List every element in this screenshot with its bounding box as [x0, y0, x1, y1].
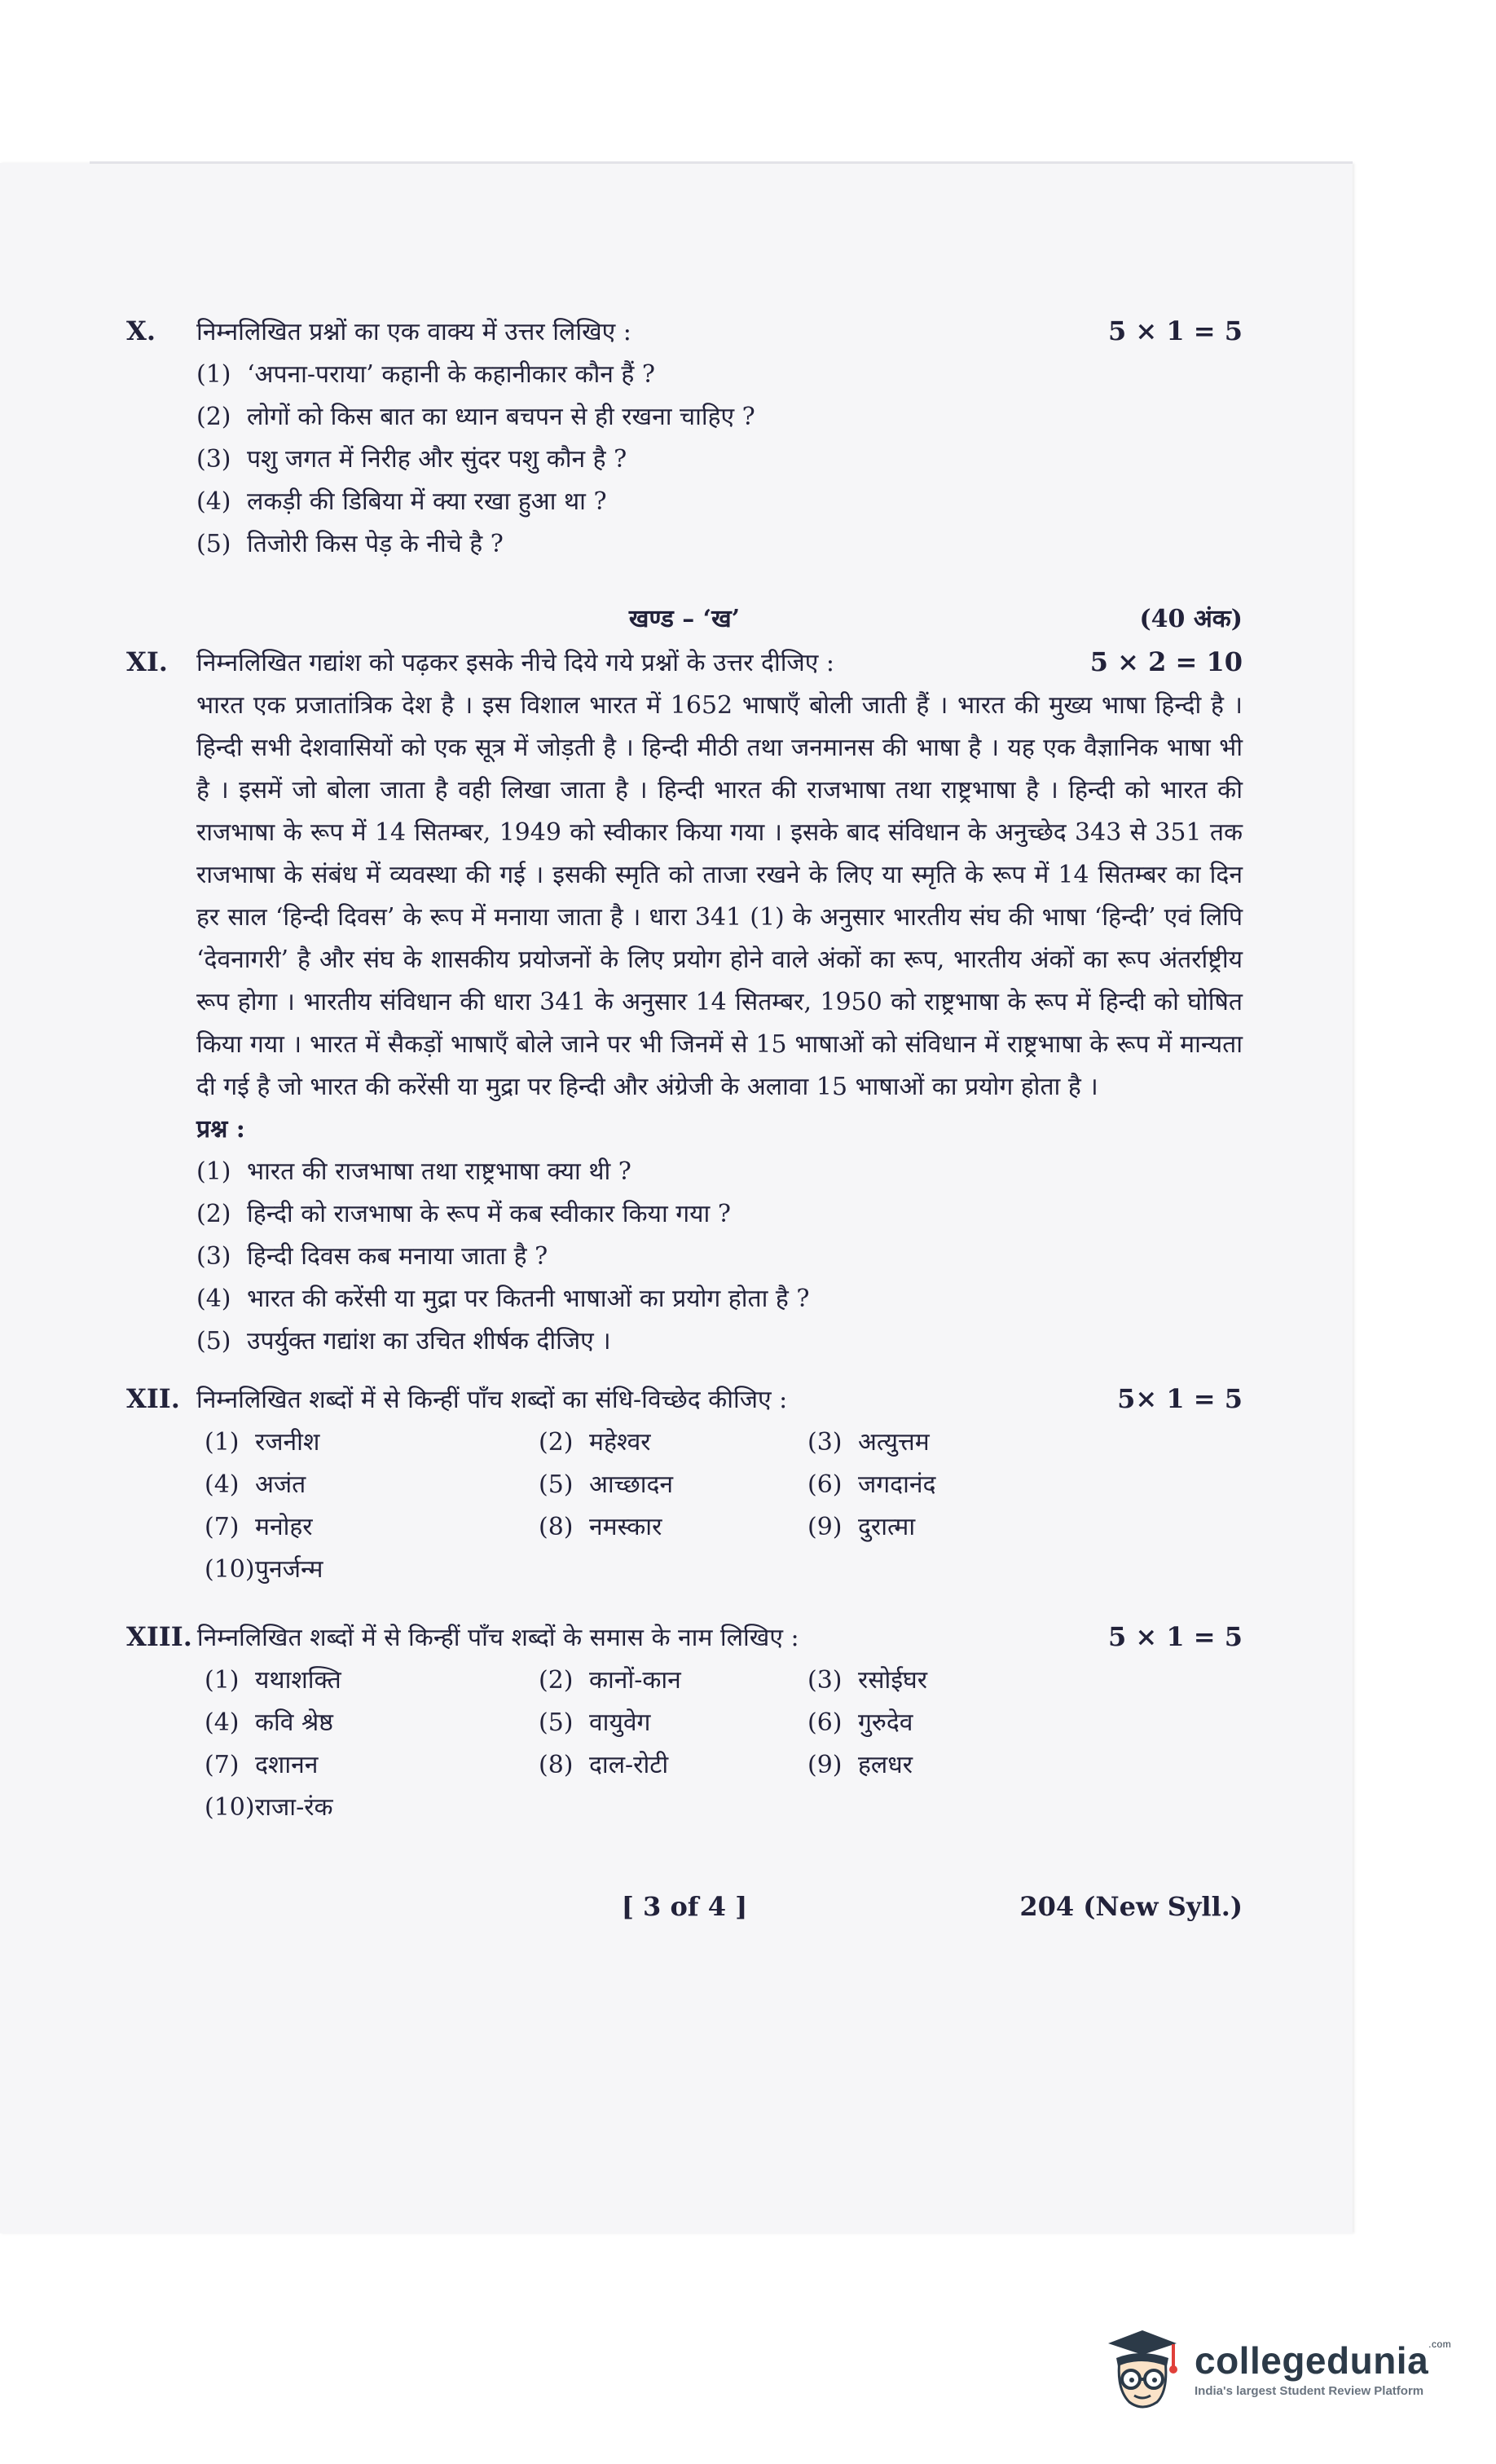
list-item: (5) तिजोरी किस पेड़ के नीचे है ? [196, 530, 504, 558]
question-instruction: निम्नलिखित शब्दों में से किन्हीं पाँच शब्दों के समास के नाम लिखिए : [196, 1624, 799, 1652]
question-marks: 5 × 1 = 5 [1108, 315, 1243, 346]
brand-tagline: India's largest Student Review Platform [1195, 2383, 1424, 2398]
list-item: (2) कानों-कान [539, 1666, 681, 1695]
list-item: (6) गुरुदेव [807, 1708, 913, 1737]
list-item: (10) पुनर्जन्म [205, 1555, 323, 1584]
list-item: (7) दशानन [205, 1751, 319, 1779]
list-item: (1) रजनीश [205, 1428, 320, 1457]
student-mascot-icon [1092, 2319, 1190, 2417]
question-number: X. [126, 315, 156, 346]
question-number: XIII. [126, 1621, 192, 1652]
list-item: (1) भारत की राजभाषा तथा राष्ट्रभाषा क्या थी ? [196, 1157, 631, 1186]
list-item: (9) हलधर [807, 1751, 913, 1779]
question-marks: 5 × 1 = 5 [1108, 1621, 1243, 1652]
brand-name: collegedunia$^{.com}$ [1195, 2338, 1452, 2382]
section-heading [126, 598, 1243, 641]
list-item: (4) लकड़ी की डिबिया में क्या रखा हुआ था ? [196, 487, 607, 516]
list-item: (5) वायुवेग [539, 1708, 651, 1737]
question-number: XII. [126, 1383, 180, 1414]
page-top-line [90, 161, 1353, 164]
list-item: (1) यथाशक्ति [205, 1666, 341, 1695]
list-item: (2) हिन्दी को राजभाषा के रूप में कब स्वीकार किया गया ? [196, 1200, 731, 1228]
page-number: [ 3 of 4 ] [621, 1891, 748, 1922]
section-marks: (40 अंक) [1139, 605, 1243, 633]
word-grid [126, 1660, 1243, 1829]
list-item: (3) पशु जगत में निरीह और सुंदर पशु कौन है ? [196, 445, 627, 474]
list-item: (10) राजा-रंक [205, 1793, 333, 1822]
question-10 [126, 310, 1243, 566]
question-paper-content [126, 310, 1243, 1829]
list-item: (8) दाल-रोटी [539, 1751, 669, 1779]
question-number: XI. [126, 646, 168, 677]
passage: भारत एक प्रजातांत्रिक देश है । इस विशाल भारत में 1652 भाषाएँ बोली जाती हैं । भारत की मुख्य भाषा हिन्दी है । हिन्दी सभी देशवासियों को एक सूत्र में जोड़ती है । हिन्दी मीठी तथा जनमानस की भाषा है । यह एक वैज्ञानिक भाषा भी है । इसमें जो बोला जाता है वही लिखा जाता है । हिन्दी भारत की राजभाषा तथा राष्ट्रभाषा है । हिन्दी को भारत की राजभाषा के रूप में 14 सितम्बर, 1949 को स्वीकार किया गया । इसके बाद संविधान के अनुच्छेद 343 से 351 तक राजभाषा के संबंध में व्यवस्था की गई । इसकी स्मृति को ताजा रखने के लिए या स्मृति के रूप में 14 सितम्बर का दिन हर साल ‘हिन्दी दिवस’ के रूप में मनाया जाता है । धारा 341 (1) के अनुसार भारतीय संघ की भाषा ‘हिन्दी’ एवं लिपि ‘देवनागरी’ है और संघ के शासकीय प्रयोजनों के लिए प्रयोग होने वाले अंकों का रूप, भारतीय अंकों का रूप अंतर्राष्ट्रीय रूप होगा । भारतीय संविधान की धारा 341 के अनुसार 14 सितम्बर, 1950 को राष्ट्रभाषा के रूप में हिन्दी को घोषित किया गया । भारत में सैकड़ों भाषाएँ बोले जाने पर भी जिनमें से 15 भाषाओं को संविधान में राष्ट्रभाषा के रूप में मान्यता दी गई है जो भारत की करेंसी या मुद्रा पर हिन्दी और अंग्रेजी के अलावा 15 भाषाओं का प्रयोग होता है । [196, 691, 1243, 1101]
list-item: (3) अत्युत्तम [807, 1428, 930, 1457]
question-marks: 5× 1 = 5 [1117, 1383, 1243, 1414]
list-item: (7) मनोहर [205, 1513, 313, 1541]
list-item: (6) जगदानंद [807, 1470, 936, 1499]
section-title: खण्ड – ‘ख’ [628, 605, 741, 633]
questions-label: प्रश्न : [196, 1115, 245, 1144]
list-item: (8) नमस्कार [539, 1513, 662, 1541]
list-item: (1) ‘अपना-पराया’ कहानी के कहानीकार कौन हैं ? [196, 360, 655, 389]
word-grid [126, 1422, 1243, 1591]
list-item: (4) भारत की करेंसी या मुद्रा पर कितनी भाषाओं का प्रयोग होता है ? [196, 1285, 810, 1313]
collegedunia-logo[interactable] [1092, 2315, 1467, 2421]
question-marks: 5 × 2 = 10 [1089, 646, 1243, 677]
list-item: (3) रसोईघर [807, 1666, 928, 1695]
question-13 [126, 1615, 1243, 1829]
list-item: (5) आच्छादन [539, 1470, 674, 1499]
list-item: (3) हिन्दी दिवस कब मनाया जाता है ? [196, 1242, 548, 1271]
question-instruction: निम्नलिखित गद्यांश को पढ़कर इसके नीचे दिये गये प्रश्नों के उत्तर दीजिए : [196, 649, 835, 677]
page-footer [126, 1891, 1243, 1922]
question-12 [126, 1377, 1243, 1591]
list-item: (5) उपर्युक्त गद्यांश का उचित शीर्षक दीजिए । [196, 1327, 611, 1355]
list-item: (9) दुरात्मा [807, 1513, 916, 1541]
list-item: (4) अजंत [205, 1470, 306, 1499]
list-item: (4) कवि श्रेष्ठ [205, 1708, 333, 1737]
list-item: (2) महेश्वर [539, 1428, 651, 1457]
question-11 [126, 641, 1243, 1363]
question-instruction: निम्नलिखित शब्दों में से किन्हीं पाँच शब्दों का संधि-विच्छेद कीजिए : [196, 1386, 788, 1414]
question-instruction: निम्नलिखित प्रश्नों का एक वाक्य में उत्तर लिखिए : [196, 318, 631, 346]
paper-code: 204 (New Syll.) [1019, 1891, 1243, 1922]
list-item: (2) लोगों को किस बात का ध्यान बचपन से ही रखना चाहिए ? [196, 403, 755, 431]
